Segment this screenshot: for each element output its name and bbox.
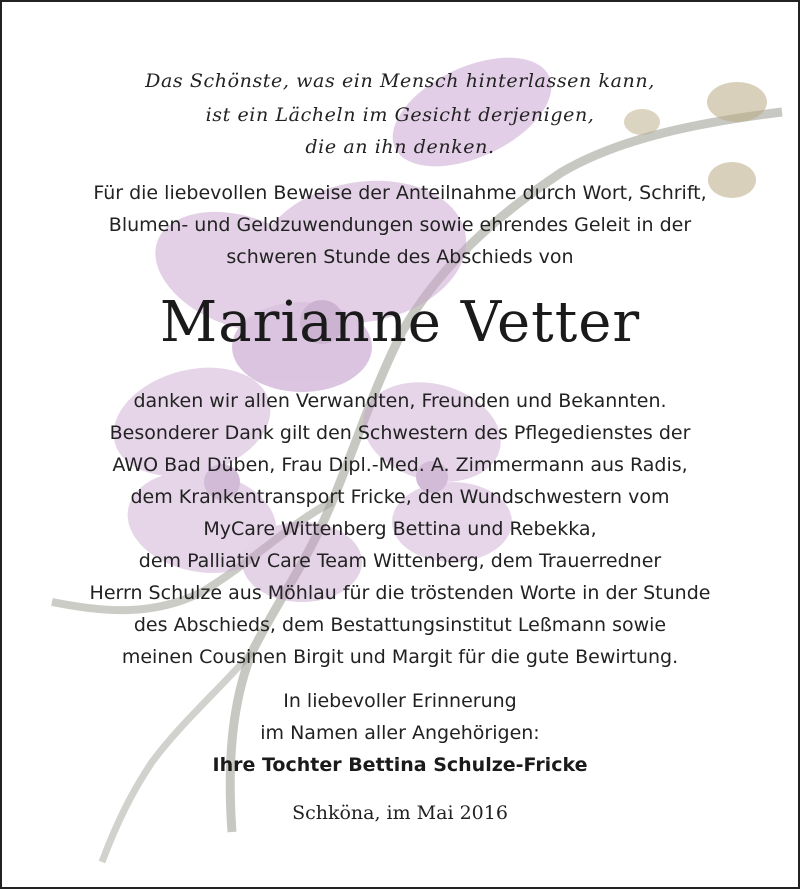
intro-line: schweren Stunde des Abschieds von [226,246,574,268]
intro-line: Blumen- und Geldzuwendungen sowie ehrendes Geleit in der [108,214,692,236]
thanks-line: Besonderer Dank gilt den Schwestern des Pflegedienstes der [109,422,691,444]
closing-line: im Namen aller Angehörigen: [260,722,540,744]
quote-line: die an ihn denken. [305,136,495,158]
thanks-line: AWO Bad Düben, Frau Dipl.-Med. A. Zimmermann aus Radis, [112,454,688,476]
quote-line: ist ein Lächeln im Gesicht derjenigen, [205,104,595,126]
thanks-line: meinen Cousinen Birgit und Margit für die gute Bewirtung. [121,646,679,668]
intro-line: Für die liebevollen Beweise der Anteilnahme durch Wort, Schrift, [93,182,707,204]
signature: Ihre Tochter Bettina Schulze-Fricke [212,754,588,776]
place-date: Schköna, im Mai 2016 [292,802,508,824]
thanks-line: des Abschieds, dem Bestattungsinstitut Leßmann sowie [133,614,667,636]
thanks-line: dem Krankentransport Fricke, den Wundschwestern vom [130,486,670,508]
deceased-name: Marianne Vetter [159,290,641,355]
quote-line: Das Schönste, was ein Mensch hinterlassen kann, [145,70,655,92]
text-content [2,2,798,887]
thanks-line: danken wir allen Verwandten, Freunden und Bekannten. [133,390,667,412]
closing-line: In liebevoller Erinnerung [283,690,517,712]
thanks-line: MyCare Wittenberg Bettina und Rebekka, [203,518,597,540]
thanks-line: dem Palliativ Care Team Wittenberg, dem Trauerredner [138,550,662,572]
thanks-line: Herrn Schulze aus Möhlau für die tröstenden Worte in der Stunde [89,582,711,604]
